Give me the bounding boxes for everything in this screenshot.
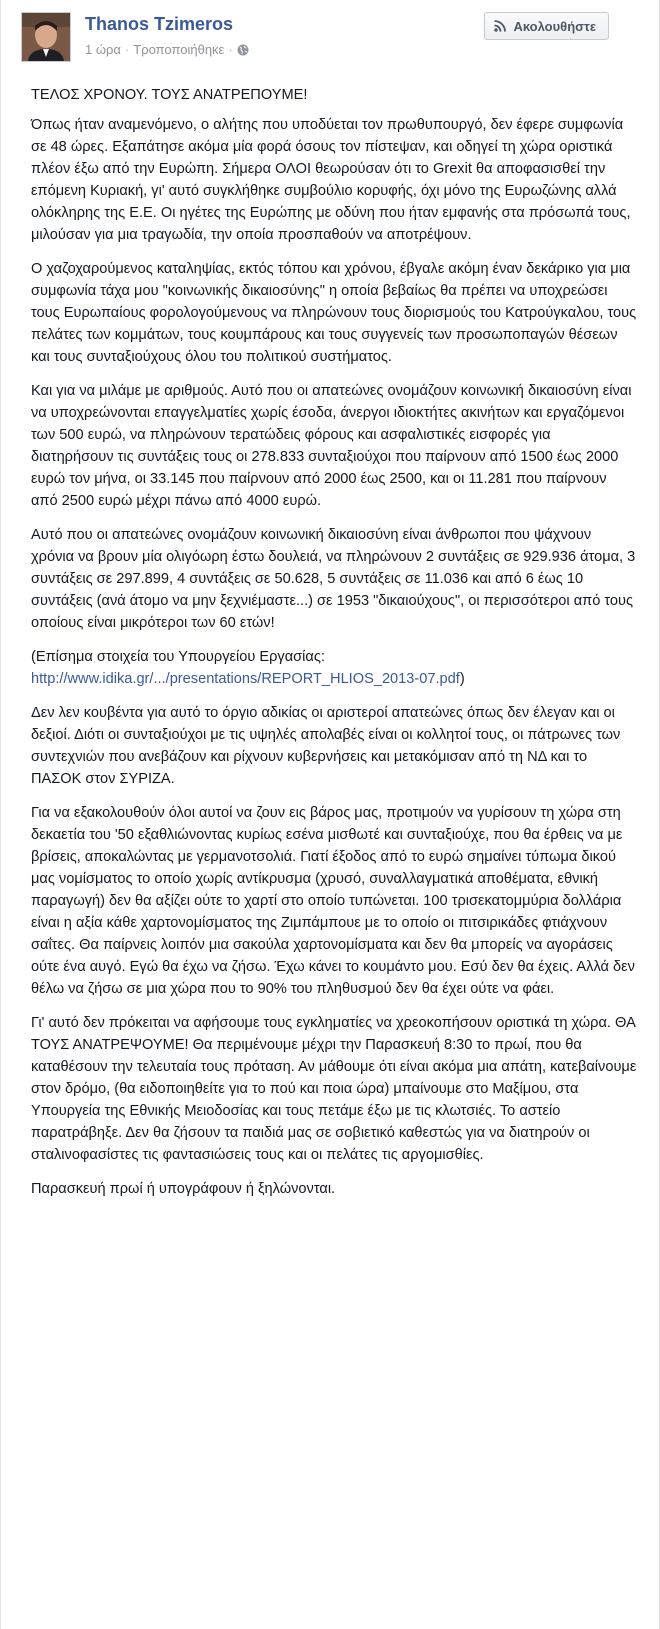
meta-separator: · xyxy=(124,42,130,57)
follow-button[interactable] xyxy=(484,12,609,40)
post-paragraph: Όπως ήταν αναμενόμενο, ο αλήτης που υποδύεται τον πρωθυπουργό, δεν έφερε συμφωνία σε 48 ώρες. Εξαπάτησε ακόμα μία φορά όσους τον πίστεψαν, και οδηγεί τη χώρα οριστικά πλέον έξω από την Ευρώπη. Σήμερα ΟΛΟΙ θεωρούσαν ότι το Grexit θα αποφασισθεί την επόμενη Κυριακή, γι' αυτό συγκλήθηκε συμβούλιο κορυφής, όχι μόνο της Ευρωζώνης αλλά ολόκληρης της Ε.Ε. Οι ηγέτες της Ευρώπης με οδύνη που ήταν εμφανής στα πρόσωπά τους, μιλούσαν για μια τραγωδία, την οποία προσπαθούν να αποτρέψουν. xyxy=(31,117,631,243)
rss-icon xyxy=(493,19,507,33)
post-meta xyxy=(85,42,249,57)
source-link[interactable]: http://www.idika.gr/.../presentations/REPORT_HLIOS_2013-07.pdf xyxy=(31,671,460,687)
post-body xyxy=(1,70,659,1200)
source-prefix: (Επίσημα στοιχεία του Υπουργείου Εργασίας: xyxy=(31,649,325,665)
post-paragraph: Ο χαζοχαρούμενος καταληψίας, εκτός τόπου και χρόνου, έβγαλε ακόμη έναν δεκάρικο για μια συμφωνία τάχα μου "κοινωνικής δικαιοσύνης" η οποία βεβαίως θα πρέπει να υποχρεώσει τους Ευρωπαίους φορολογούμενους να πληρώνουν τους διορισμούς του Κατρούγκαλου, τους πελάτες των κομμάτων, τους κουμπάρους και τους συγγενείς των προσωποπαγών θέσεων και τους συνταξιούχους όλου του πολιτικού συστήματος. xyxy=(31,261,637,365)
post-timestamp[interactable]: 1 ώρα xyxy=(85,42,121,57)
post-paragraph: Και για να μιλάμε με αριθμούς. Αυτό που οι απατεώνες ονομάζουν κοινωνική δικαιοσύνη είναι να υποχρεώνονται επαγγελματίες χωρίς έσοδα, άνεργοι ιδιοκτήτες ακινήτων και εργαζόμενοι των 500 ευρώ, να πληρώνουν τερατώδεις φόρους και ασφαλιστικές εισφορές για διατηρήσουν τις συντάξεις τους οι 278.833 συνταξιούχοι που παίρνουν από 1500 έως 2000 ευρώ τον μήνα, οι 33.145 που παίρνουν από 2000 έως 2500, και οι 11.281 που παίρνουν από 2500 ευρώ μέχρι πάνω από 4000 ευρώ. xyxy=(31,383,632,509)
edited-label[interactable]: Τροποποιήθηκε xyxy=(133,42,225,57)
source-suffix: ) xyxy=(459,671,465,687)
post-paragraph: Δεν λεν κουβέντα για αυτό το όργιο αδικίας οι αριστεροί απατεώνες όπως δεν έλεγαν και οι δεξιοί. Διότι οι συνταξιούχοι με τις υψηλές απολαβές είναι οι κολλητοί τους, οι πάτρωνες των συντεχνιών που ανεβάζουν και ρίχνουν κυβερνήσεις και μετακόμισαν από τη ΝΔ και το ΠΑΣΟΚ στον ΣΥΡΙΖΑ. xyxy=(31,705,621,787)
post-paragraph: Αυτό που οι απατεώνες ονομάζουν κοινωνική δικαιοσύνη είναι άνθρωποι που ψάχνουν χρόνια να βρουν μία ολιγόωρη έστω δουλειά, να πληρώνουν 2 συντάξεις σε 929.936 άτομα, 3 συντάξεις σε 297.899, 4 συντάξεις σε 50.628, 5 συντάξεις σε 11.036 και από 6 έως 10 συντάξεις (ανά άτομο να μην ξεχνιέμαστε...) σε 1953 "δικαιούχους", οι περισσότεροι από τους οποίους είναι μικρότεροι των 60 ετών! xyxy=(31,527,636,631)
author-name[interactable]: Thanos Tzimeros xyxy=(85,14,234,34)
follow-label: Ακολουθήστε xyxy=(513,18,596,34)
meta-separator: · xyxy=(228,42,233,57)
source-note xyxy=(31,646,637,690)
post-paragraph: Παρασκευή πρωί ή υπογράφουν ή ξηλώνονται. xyxy=(31,1181,336,1197)
globe-icon[interactable] xyxy=(237,44,249,56)
post-paragraph: Γι' αυτό δεν πρόκειται να αφήσουμε τους εγκληματίες να χρεοκοπήσουν οριστικά τη χώρα. ΘΑ ΤΟΥΣ ΑΝΑΤΡΕΨΟΥΜΕ! Θα περιμένουμε μέχρι την Παρασκευή 8:30 το πρωί, που θα καταθέσουν την τελευταία τους πρόταση. Αν μάθουμε ότι είναι ακόμα μια απάτη, κατεβαίνουμε στον δρόμο, (θα ειδοποιηθείτε για το πού και ποια ώρα) μπαίνουμε στο Μαξίμου, στα Υπουργεία της Εθνικής Μειοδοσίας και τους πετάμε έξω με τις κλωτσιές. Το αστείο παρατράβηξε. Δεν θα ζήσουν τα παιδιά μας σε σοβιετικό καθεστώς για να διατηρούν οι σταλινοφασίστες τις φαντασιώσεις τους και οι πελάτες τις αργομισθίες. xyxy=(31,1015,637,1163)
author-avatar[interactable] xyxy=(21,12,71,62)
post-paragraph: Για να εξακολουθούν όλοι αυτοί να ζουν εις βάρος μας, προτιμούν να γυρίσουν τη χώρα στη δεκαετία του '50 εξαθλιώνοντας κυρίως εσένα μισθωτέ και συνταξιούχε, που θα έρθεις να με βρίσεις, αποκαλώντας με γερμανοτσολιά. Γιατί έξοδος από το ευρώ σημαίνει τύπωμα δικού μας νομίσματος το οποίο χωρίς αντίκρυσμα (χρυσό, συναλλαγματικά αποθέματα, εθνική παραγωγή) δεν θα αξίζει ούτε το χαρτί στο οποίο τυπώνεται. 100 τρισεκατομμύρια δολλάρια είναι η αξία κάθε χαρτονομίσματος της Ζιμπάμπουε με το οποίο οι πιτσιρικάδες φτιάχνουν σαΐτες. Θα παίρνεις λοιπόν μια σακούλα χαρτονομίσματα και δεν θα μπορείς να αγοράσεις ούτε ένα αυγό. Εγώ θα έχω να ζήσω. Έχω κάνει το κουμάντο μου. Εσύ δεν θα έχεις. Αλλά δεν θέλω να ζήσω σε μια χώρα που το 90% του πληθυσμού δεν θα έχει ούτε να φάει. xyxy=(31,805,635,997)
post-title: ΤΕΛΟΣ ΧΡΟΝΟΥ. ΤΟΥΣ ΑΝΑΤΡΕΠΟΥΜΕ! xyxy=(31,87,308,103)
post-header xyxy=(1,0,659,70)
